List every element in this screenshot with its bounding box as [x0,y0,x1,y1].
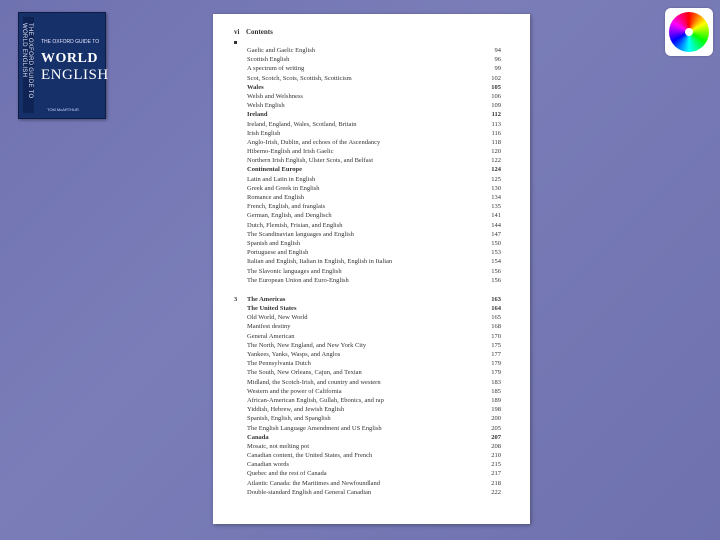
toc-entry-page: 147 [491,230,501,238]
toc-entry [213,92,530,101]
toc-entry-title: Anglo-Irish, Dublin, and echoes of the Ascendancy [247,138,381,146]
toc-entry-title: Yiddish, Hebrew, and Jewish English [247,406,345,414]
toc-entry [213,55,530,64]
toc-entry [213,193,530,202]
toc-entry [213,378,530,387]
toc-entry [213,221,530,230]
toc-entry-title: Old World, New World [247,314,308,322]
toc-entry-page: 124 [491,166,501,174]
toc-entry [213,304,530,313]
toc-entry [213,469,530,478]
toc-entry [213,74,530,83]
toc-entry-page: 96 [494,56,501,64]
toc-entry [213,64,530,73]
toc-entry-title: Double-standard English and General Canadian [247,488,372,496]
toc-entry-page: 205 [491,424,501,432]
toc-entry-page: 154 [491,258,501,266]
toc-entry-title: A spectrum of writing [247,65,305,73]
toc-entry-title: Spanish, English, and Spanglish [247,415,331,423]
toc-entry-title: Atlantic Canada: the Maritimes and Newfoundland [247,479,381,487]
toc-entry-page: 200 [491,415,501,423]
toc-entry [213,267,530,276]
toc-entry [213,120,530,129]
toc-entry-title: African-American English, Gullah, Ebonics, and rap [247,396,384,404]
toc-entry-page: 217 [491,470,501,478]
book-cover-image [18,12,109,119]
toc-entry-title: Greek and Greek in English [247,184,320,192]
toc-entry [213,433,530,442]
toc-entry-title: Midland, the Scotch-Irish, and country and western [247,378,381,386]
chapter-title: The Americas [247,295,286,303]
toc-entry-page: 170 [491,332,501,340]
book-spine-text: THE OXFORD GUIDE TO WORLD ENGLISH [21,23,33,99]
chapter-entry [213,295,530,304]
toc-entry [213,257,530,266]
toc-entry-page: 183 [491,378,501,386]
toc-entry-title: Wales [247,83,264,91]
toc-entry-page: 210 [491,452,501,460]
toc-entry-page: 198 [491,406,501,414]
toc-entry [213,129,530,138]
toc-entry [213,276,530,285]
book-spine [23,17,34,113]
toc-entry-title: Canada [247,433,269,441]
toc-entry-page: 118 [491,138,501,146]
toc-entry-page: 99 [494,65,501,73]
toc-entry [213,460,530,469]
toc-entry [213,211,530,220]
toc-entry-page: 105 [491,83,501,91]
toc-entry-page: 222 [491,488,501,496]
chapter-gap [213,285,530,295]
toc-entry-title: The North, New England, and New York City [247,341,367,349]
toc-entry [213,332,530,341]
toc-entry-page: 125 [491,175,501,183]
toc-entry-title: The Pennsylvania Dutch [247,360,311,368]
toc-entry [213,46,530,55]
toc-entry-title: Dutch, Flemish, Frisian, and English [247,221,343,229]
toc-entry-title: Portuguese and English [247,249,309,257]
color-wheel-icon[interactable] [665,8,713,56]
chapter-page: 163 [491,295,501,303]
toc-entry-title: The European Union and Euro-English [247,276,349,284]
toc-entry [213,110,530,119]
page-number: vi [234,28,240,36]
toc-entry-title: The South, New Orleans, Cajun, and Texian [247,369,362,377]
toc-entry-page: 94 [494,47,501,54]
toc-entry-page: 175 [491,341,501,349]
toc-entry-page: 120 [491,148,501,156]
toc-entry-title: Yankees, Yanks, Wasps, and Anglos [247,351,341,358]
toc-entry [213,248,530,257]
toc-entry [213,350,530,359]
toc-entry-page: 144 [491,221,501,229]
toc-entry-title: Welsh and Welshness [247,92,303,100]
toc-entry-page: 134 [491,194,501,201]
toc-entry-title: The Scandinavian languages and English [247,230,354,238]
toc-entry-title: Latin and Latin in English [247,175,316,183]
table-of-contents [213,46,530,497]
toc-entry-page: 168 [491,323,501,331]
toc-entry-page: 185 [491,387,501,395]
toc-entry [213,184,530,193]
toc-entry [213,414,530,423]
toc-entry [213,230,530,239]
toc-entry-title: Welsh English [247,102,285,110]
toc-entry-page: 165 [491,314,501,322]
color-wheel-hub [685,28,693,36]
toc-entry-page: 215 [491,461,501,469]
toc-entry-page: 177 [491,351,501,358]
toc-entry-title: German, English, and Denglisch [247,212,332,220]
book-title-line-3: ENGLISH [41,67,109,83]
toc-entry-title: French, English, and franglais [247,203,326,211]
toc-entry-title: Italian and English, Italian in English, English in Italian [247,258,393,266]
toc-entry [213,239,530,248]
toc-entry-title: Romance and English [247,194,305,201]
toc-entry [213,451,530,460]
contents-page [213,14,530,524]
toc-entry-title: Quebec and the rest of Canada [247,470,327,478]
toc-entry-page: 102 [491,74,501,82]
toc-entry-page: 164 [491,305,501,313]
toc-entry [213,156,530,165]
toc-entry [213,322,530,331]
toc-entry-title: The English Language Amendment and US English [247,424,382,432]
toc-entry [213,175,530,184]
toc-entry-page: 208 [491,442,501,450]
toc-entry-page: 150 [491,239,501,247]
toc-entry-page: 106 [491,92,501,100]
toc-entry-page: 153 [491,249,501,257]
toc-entry-page: 156 [491,276,501,284]
toc-entry-page: 130 [491,184,501,192]
toc-entry-page: 109 [491,102,501,110]
toc-entry-title: Hiberno-English and Irish Gaelic [247,148,334,156]
toc-entry-title: Manifest destiny [247,323,291,331]
toc-entry-title: Continental Europe [247,166,302,174]
bullet-mark [234,41,237,44]
toc-entry-page: 179 [491,360,501,368]
toc-entry-title: Ireland, England, Wales, Scotland, Britain [247,120,357,128]
toc-entry [213,479,530,488]
toc-entry [213,359,530,368]
toc-entry [213,147,530,156]
toc-entry [213,387,530,396]
toc-entry-title: Scottish English [247,56,290,64]
toc-entry-title: Western and the power of California [247,387,342,395]
toc-entry-title: Irish English [247,129,281,137]
toc-entry [213,405,530,414]
toc-entry-title: Mosaic, not melting pot [247,442,310,450]
toc-entry-page: 218 [491,479,501,487]
toc-entry-title: The Slavonic languages and English [247,267,342,275]
toc-entry-title: General American [247,332,295,340]
toc-entry [213,138,530,147]
toc-entry-title: Canadian words [247,461,290,469]
toc-entry-page: 113 [491,120,501,128]
toc-entry [213,83,530,92]
toc-entry-page: 116 [491,129,501,137]
toc-entry-page: 189 [491,396,501,404]
toc-entry-page: 112 [491,111,501,119]
toc-entry-title: The United States [247,305,297,313]
toc-entry-page: 179 [491,369,501,377]
book-title-line-2: WORLD [41,51,98,66]
toc-entry [213,313,530,322]
toc-entry [213,202,530,211]
toc-entry [213,165,530,174]
book-author: TOM McARTHUR [47,107,79,112]
toc-entry-title: Ireland [247,111,268,119]
toc-entry [213,341,530,350]
toc-entry-page: 156 [491,267,501,275]
toc-entry-title: Spanish and English [247,239,301,247]
toc-entry-page: 135 [491,203,501,211]
toc-entry-title: Canadian content, the United States, and French [247,452,373,460]
chapter-number: 3 [234,295,238,303]
book-title-line-1: THE OXFORD GUIDE TO [41,39,100,45]
toc-entry [213,424,530,433]
page-heading: Contents [246,28,273,36]
toc-entry [213,396,530,405]
toc-entry-title: Northern Irish English, Ulster Scots, and Belfast [247,157,374,165]
toc-entry [213,442,530,451]
toc-entry-page: 141 [491,212,501,220]
toc-entry-title: Gaelic and Gaelic English [247,47,316,54]
toc-entry-page: 207 [491,433,501,441]
toc-entry-title: Scot, Scotch, Scots, Scottish, Scotticism [247,74,352,82]
toc-entry-page: 122 [491,157,501,165]
toc-entry [213,101,530,110]
toc-entry [213,368,530,377]
toc-entry [213,488,530,497]
